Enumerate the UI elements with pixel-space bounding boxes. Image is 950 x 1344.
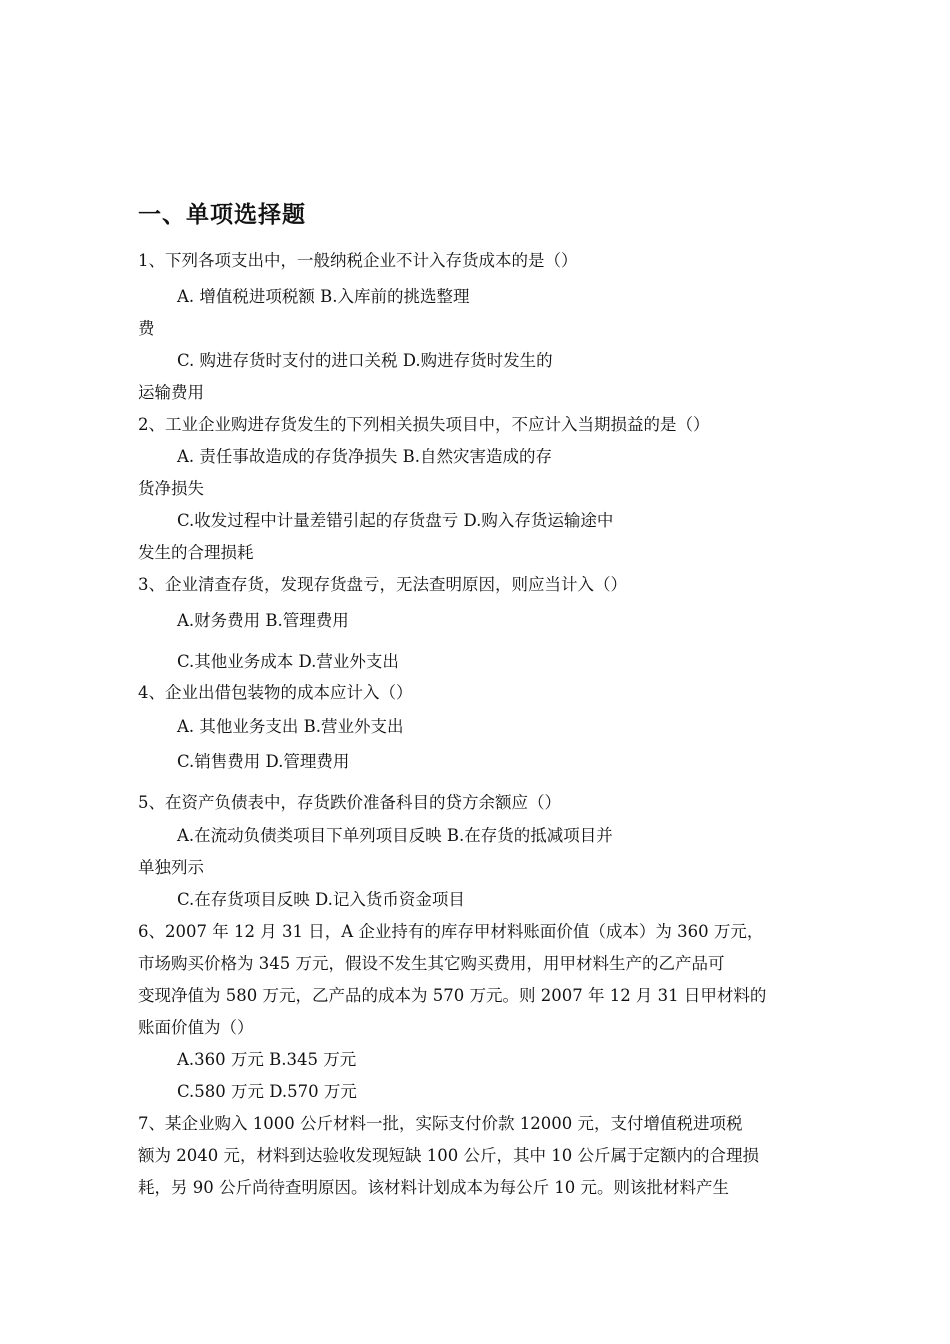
- question-6-line-2: 市场购买价格为 345 万元，假设不发生其它购买费用，用甲材料生产的乙产品可: [138, 954, 725, 973]
- question-2-options-cd-cont: 发生的合理损耗: [138, 543, 254, 562]
- question-5-options-cd: C.在存货项目反映 D.记入货币资金项目: [177, 890, 465, 909]
- question-1: 1、下列各项支出中，一般纳税企业不计入存货成本的是（）: [138, 251, 578, 270]
- question-3: 3、企业清查存货，发现存货盘亏，无法查明原因，则应当计入（）: [138, 575, 627, 594]
- question-4-options-cd: C.销售费用 D.管理费用: [177, 752, 350, 771]
- question-7-line-1: 7、某企业购入 1000 公斤材料一批，实际支付价款 12000 元，支付增值税进项税: [138, 1114, 743, 1133]
- question-1-options-cd: C. 购进存货时支付的进口关税 D.购进存货时发生的: [177, 351, 553, 370]
- question-7-line-2: 额为 2040 元，材料到达验收发现短缺 100 公斤，其中 10 公斤属于定额内的合理损: [138, 1146, 759, 1165]
- question-6-options-ab: A.360 万元 B.345 万元: [177, 1050, 357, 1069]
- question-5-options-ab-cont: 单独列示: [138, 858, 204, 877]
- question-5: 5、在资产负债表中，存货跌价准备科目的贷方余额应（）: [138, 793, 561, 812]
- question-2: 2、工业企业购进存货发生的下列相关损失项目中，不应计入当期损益的是（）: [138, 415, 710, 434]
- question-6-options-cd: C.580 万元 D.570 万元: [177, 1082, 357, 1101]
- question-4-options-ab: A. 其他业务支出 B.营业外支出: [177, 717, 404, 736]
- question-5-options-ab: A.在流动负债类项目下单列项目反映 B.在存货的抵减项目并: [177, 826, 613, 845]
- question-7-line-3: 耗，另 90 公斤尚待查明原因。该材料计划成本为每公斤 10 元。则该批材料产生: [138, 1178, 729, 1197]
- question-2-options-ab-cont: 货净损失: [138, 479, 204, 498]
- question-3-options-ab: A.财务费用 B.管理费用: [177, 611, 349, 630]
- question-6-line-1: 6、2007 年 12 月 31 日，A 企业持有的库存甲材料账面价值（成本）为 360 万元，: [138, 922, 764, 941]
- question-2-options-cd: C.收发过程中计量差错引起的存货盘亏 D.购入存货运输途中: [177, 511, 614, 530]
- question-6-line-4: 账面价值为（）: [138, 1018, 254, 1037]
- question-2-options-ab: A. 责任事故造成的存货净损失 B.自然灾害造成的存: [177, 447, 553, 466]
- question-6-line-3: 变现净值为 580 万元，乙产品的成本为 570 万元。则 2007 年 12 月 31 日甲材料的: [138, 986, 767, 1005]
- question-1-options-ab-cont: 费: [138, 319, 155, 338]
- question-4: 4、企业出借包装物的成本应计入（）: [138, 683, 413, 702]
- question-1-options-ab: A. 增值税进项税额 B.入库前的挑选整理: [177, 287, 470, 306]
- section-title: 一、单项选择题: [138, 202, 306, 228]
- question-3-options-cd: C.其他业务成本 D.营业外支出: [177, 652, 399, 671]
- question-1-options-cd-cont: 运输费用: [138, 383, 204, 402]
